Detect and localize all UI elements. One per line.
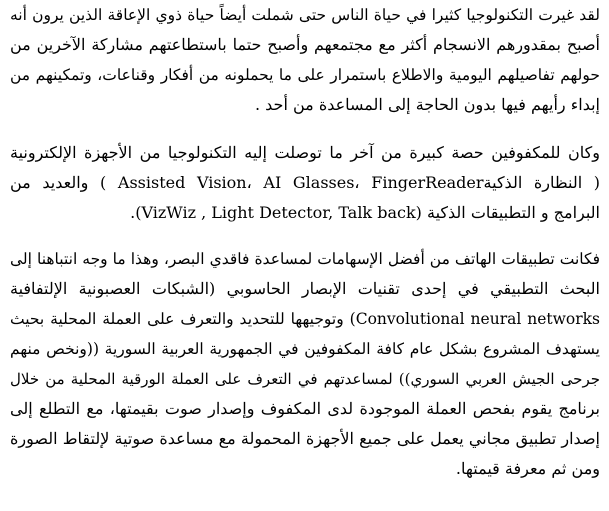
text-line: حولهم تفاصيلهم اليومية والاطلاع باستمرار على ما يحملونه من أفكار وقناعات، وتمكينهم من [10, 66, 600, 84]
text-line: إبداء رأيهم فيها بدون الحاجة إلى المساعدة من أحد . [254, 95, 600, 114]
text-line: Convolutional neural networks) وتوجيهها للتحديد والتعرف على العملة المحلية بحيث [10, 310, 600, 328]
text-line: ومن ثم معرفة قيمتها. [455, 459, 600, 478]
text-line: إصدار تطبيق مجاني يعمل على جميع الأجهزة المحمولة مع مساعدة صوتية لإلتقاط الصورة [10, 429, 600, 448]
text-line: فكانت تطبيقات الهاتف من أفضل الإسهامات لمساعدة فاقدي البصر، وهذا ما وجه انتباهنا إلى [10, 250, 600, 268]
paragraph-intro [10, 0, 600, 120]
text-line: يستهدف المشروع بشكل عام كافة المكفوفين في الجمهورية العربية السورية ((ونخص منهم [10, 340, 600, 358]
text-line: ( النظارة الذكيةAssisted Vision، AI Glasses، FingerReader ) والعديد من [10, 173, 600, 192]
text-line: وكان للمكفوفين حصة كبيرة من آخر ما توصلت إليه التكنولوجيا من الأجهزة الإلكترونية [10, 143, 600, 162]
text-line: البحث التطبيقي في إحدى تقنيات الإبصار الحاسوبي (الشبكات العصبونية الإلتفافية [10, 279, 600, 298]
paragraph-technology [10, 138, 600, 228]
text-line: لقد غيرت التكنولوجيا كثيرا في حياة الناس حتى شملت أيضاً حياة ذوي الإعاقة الذين يرون أنه [10, 6, 600, 24]
text-line: برنامج يقوم بفحص العملة الموجودة لدى المكفوف وإصدار صوت بقيمتها، مع التطلع إلى [10, 399, 600, 418]
text-line: أصبح بمقدورهم الانسجام أكثر مع مجتمعهم وأصبح حتما باستطاعتهم مشاركة الآخرين من [10, 35, 600, 54]
text-line: جرحى الجيش العربي السوري)) لمساعدتهم في التعرف على العملة الورقية المحلية من خلال [10, 370, 600, 388]
document-page [10, 0, 600, 511]
paragraph-project [10, 244, 600, 484]
text-line: البرامج و التطبيقات الذكية (VizWiz , Light Detector, Talk back). [130, 203, 600, 222]
